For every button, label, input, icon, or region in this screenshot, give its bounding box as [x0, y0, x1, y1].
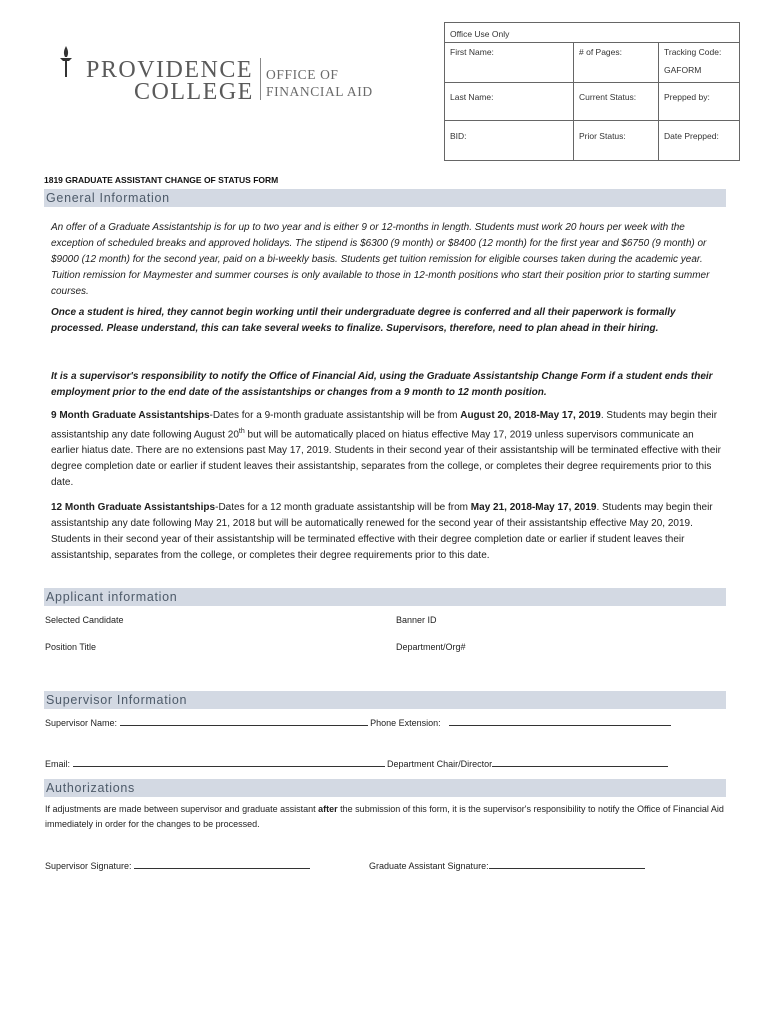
email-label: Email:: [45, 759, 71, 769]
department-chair-input[interactable]: [492, 758, 668, 767]
nine-month-body-a: Students may begin their assistantship any date following August 20: [51, 410, 718, 441]
office-use-title: Office Use Only: [445, 23, 740, 43]
twelve-month-title: 12 Month Graduate Assistantships: [51, 502, 216, 513]
tracking-code-label: Tracking Code:: [664, 47, 722, 57]
bid-cell[interactable]: [445, 121, 574, 161]
ga-signature-row: [369, 860, 645, 871]
authorizations-text-bold: after: [318, 804, 338, 814]
ga-signature-input[interactable]: [489, 860, 645, 869]
first-name-label: First Name:: [450, 47, 494, 57]
supervisor-name-row: [45, 717, 671, 728]
general-information-heading: General Information: [44, 189, 726, 207]
date-prepped-cell[interactable]: [659, 121, 740, 161]
department-chair-label: Department Chair/Director: [387, 759, 493, 769]
twelve-month-lead: -Dates for a 12 month graduate assistantship will be from: [215, 502, 471, 513]
position-title-field[interactable]: Position Title: [45, 642, 97, 652]
nine-month-superscript: th: [238, 428, 245, 435]
authorizations-text-a: If adjustments are made between supervisor and graduate assistant: [45, 804, 319, 814]
nine-month-lead: -Dates for a 9-month graduate assistantship will be from: [209, 410, 461, 421]
prior-status-cell[interactable]: [574, 121, 659, 161]
tracking-code-cell[interactable]: [659, 43, 740, 83]
logo-financial-aid: FINANCIAL AID: [266, 84, 373, 99]
last-name-label: Last Name:: [450, 92, 494, 102]
nine-month-dates: August 20, 2018-May 17, 2019: [460, 410, 601, 421]
twelve-month-paragraph: [51, 500, 723, 564]
authorizations-paragraph: [45, 802, 725, 832]
logo-office-of: OFFICE OF: [266, 67, 339, 82]
twelve-month-dates: May 21, 2018-May 17, 2019: [470, 502, 597, 513]
supervisor-name-input[interactable]: [120, 717, 368, 726]
supervisor-signature-row: [45, 860, 310, 871]
hired-notice-paragraph: Once a student is hired, they cannot begin working until their undergraduate degree is conferred and all their paperwork is formally processed. Please understand, this can take several weeks to finalize. Supervisors, therefore, need to plan ahead in their hiring.: [51, 307, 676, 334]
authorizations-text-b: the submission of this form, it is the supervisor's responsibility to notify the Office of Financial Aid immediately in order for the changes to be processed.: [45, 804, 724, 829]
phone-extension-label: Phone Extension:: [370, 718, 441, 728]
nine-month-body-b: but will be automatically placed on hiatus effective May 17, 2019 unless supervisors communicate an earlier hiatus date. There are no extensions past May 17, 2019. Students in their second year of their assistantship will be terminated effective with their degree completion date or earlier if student leaves their assistantship, separates from the college, or completes their degree requirements prior to this date.: [51, 429, 721, 489]
department-org-field[interactable]: Department/Org#: [396, 642, 466, 652]
supervisor-name-label: Supervisor Name:: [45, 718, 118, 728]
banner-id-field[interactable]: Banner ID: [396, 615, 437, 625]
nine-month-period: .: [600, 410, 604, 421]
twelve-month-body: Students may begin their assistantship any date following May 21, 2018 but will be automatically renewed for the second year of their assistantship effective May 20, 2019. Students in their second year of their assistantship will be terminated effective with their degree completion date or earlier if student leaves their assistantship, separates from the college, or completes their degree requirements prior to this date.: [51, 502, 713, 561]
office-use-table: [444, 22, 740, 161]
authorizations-heading: Authorizations: [44, 779, 726, 797]
supervisor-signature-input[interactable]: [134, 860, 310, 869]
prior-status-label: Prior Status:: [579, 131, 626, 141]
email-row: [45, 758, 668, 769]
tracking-code-value: GAFORM: [664, 65, 702, 75]
bid-label: BID:: [450, 131, 467, 141]
pages-cell[interactable]: [574, 43, 659, 83]
applicant-information-heading: Applicant information: [44, 588, 726, 606]
supervisor-notice-paragraph: It is a supervisor's responsibility to notify the Office of Financial Aid, using the Graduate Assistantship Change Form if a student ends their employment prior to the end date of the assistantships or changes from a 9 month to 12 month position.: [51, 371, 713, 398]
form-title: 1819 GRADUATE ASSISTANT CHANGE OF STATUS FORM: [44, 175, 279, 185]
providence-college-logo: [58, 44, 398, 104]
ga-signature-label: Graduate Assistant Signature:: [369, 861, 489, 871]
twelve-month-period: .: [596, 502, 600, 513]
supervisor-information-heading: Supervisor Information: [44, 691, 726, 709]
phone-extension-input[interactable]: [449, 717, 671, 726]
nine-month-title: 9 Month Graduate Assistantships: [51, 410, 210, 421]
pages-label: # of Pages:: [579, 47, 623, 57]
date-prepped-label: Date Prepped:: [664, 131, 719, 141]
current-status-label: Current Status:: [579, 92, 637, 102]
general-intro-paragraph: An offer of a Graduate Assistantship is for up to two year and is either 9 or 12-months in length. Students must work 20 hours per week with the exception of scheduled breaks and approved holidays. The stipend is $6300 (9 month) or $8400 (12 month) for the first year and $6750 (9 month) or $9000 (12 month) for the second year, paid on a bi-weekly basis. Students get tuition remission for eligible courses taken during the academic year. Tuition remission for Maymester and summer courses is only available to those in 12-month positions who start their position prior to starting summer courses.: [51, 222, 710, 297]
torch-icon: [58, 46, 74, 80]
nine-month-paragraph: [51, 408, 723, 491]
prepped-by-label: Prepped by:: [664, 92, 710, 102]
logo-college: COLLEGE: [134, 79, 254, 105]
selected-candidate-field[interactable]: Selected Candidate: [45, 615, 124, 625]
first-name-cell[interactable]: [445, 43, 574, 83]
last-name-cell[interactable]: [445, 83, 574, 121]
logo-providence: PROVIDENCE: [86, 57, 254, 83]
email-input[interactable]: [73, 758, 385, 767]
current-status-cell[interactable]: [574, 83, 659, 121]
supervisor-signature-label: Supervisor Signature:: [45, 861, 132, 871]
prepped-by-cell[interactable]: [659, 83, 740, 121]
logo-divider: [260, 58, 261, 100]
